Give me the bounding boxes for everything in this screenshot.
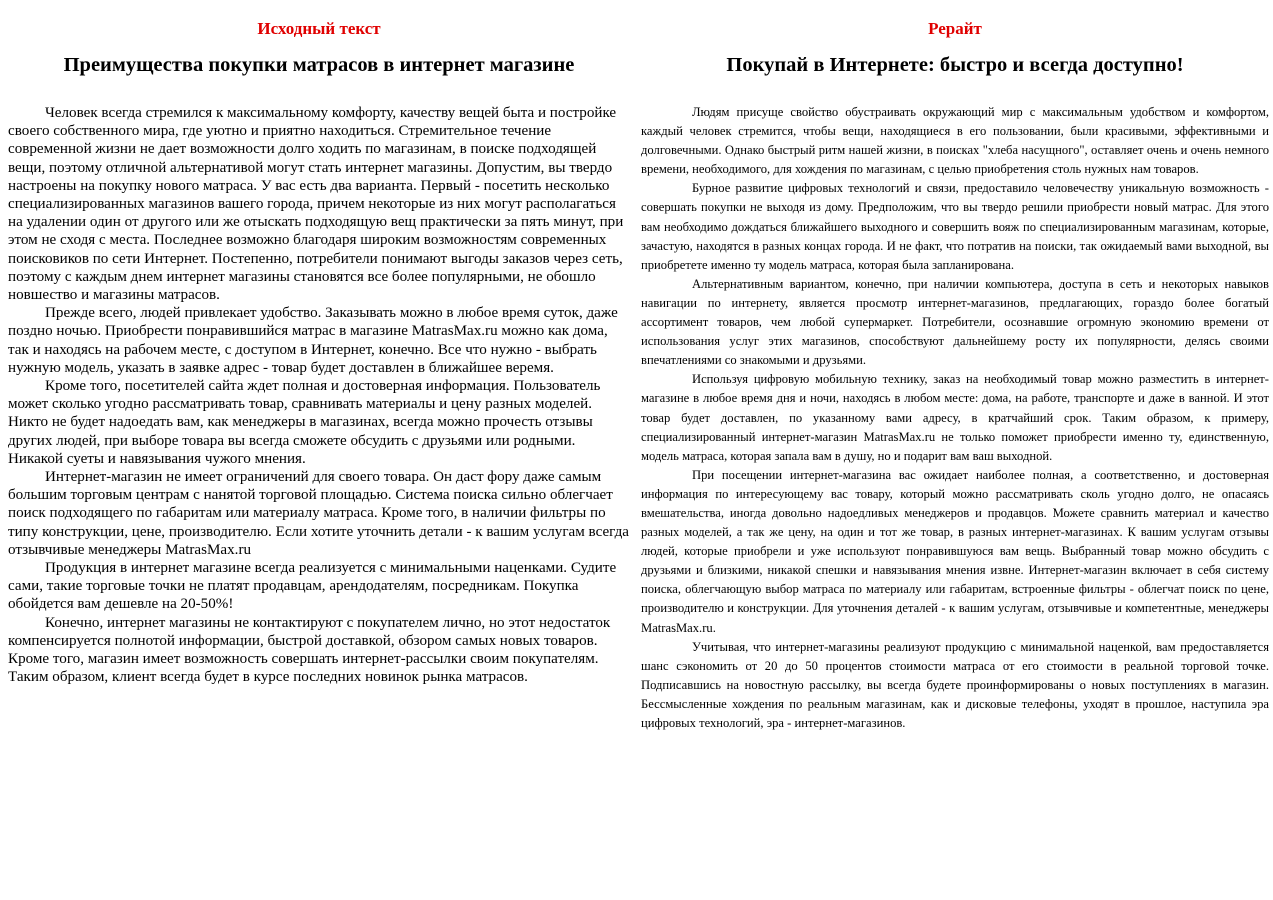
original-body [8,104,630,687]
rewrite-title: Покупай в Интернете: быстро и всегда доступно! [726,54,1184,76]
rewrite-paragraph-1: Людям присуще свойство обустраивать окружающий мир с максимальным удобством и комфортом, каждый человек стремится, чтобы вещи, находящиеся в его пользовании, были красивыми, эффективными и долговечными. Однако быстрый ритм нашей жизни, в поисках "хлеба насущного", оставляет очень и очень немного времени, необходимого, для хождения по магазинам, с целью приобретения столь нужных нам товаров. [641,105,1269,177]
rewrite-body [641,103,1269,733]
original-text-label: Исходный текст [257,19,381,38]
rewrite-paragraph-2: Бурное развитие цифровых технологий и связи, предоставило человечеству уникальную возможность - совершать покупки не выходя из дому. Предположим, что вы твердо решили приобрести новый матрас. Для этого вам необходимо дождаться ближайшего выходного и совершить вояж по специализированным магазинам, которые, зачастую, находятся в разных концах города. И не факт, что потратив на поиски, так ожидаемый вами выходной, вы приобретете именно ту модель матраса, которая была запланирована. [641,181,1269,272]
original-title: Преимущества покупки матрасов в интернет магазине [63,54,575,76]
original-paragraph-3: Кроме того, посетителей сайта ждет полная и достоверная информация. Пользователь может сколько угодно рассматривать товар, сравнивать материалы и цену разных моделей. Никто не будет надоедать вам, как менеджеры в магазинах, всегда можно прочесть отзывы других людей, при выборе товара вы всегда сможете обсудить с друзьями или родными. Никакой суеты и навязывания чужого мнения. [8,378,601,467]
rewrite-paragraph-5: При посещении интернет-магазина вас ожидает наиболее полная, а соответственно, и достоверная информация по интересующему вас товару, который можно рассматривать сколь угодно долго, не опасаясь вмешательства, иногда довольно надоедливых менеджеров и продавцов. Можете сравнить материал и качество разных моделей, а так же цену, на один и тот же товар, в разных интернет-магазинах. К вашим услугам отзывы людей, которые приобрели и уже используют понравившуюся вам вещь. Выбранный товар можно обсудить с друзьями и близкими, никакой спешки и навязывания мнения извне. Интернет-магазин включает в себя систему поиска, облегчающую выбор матраса по материалу или габаритам, встроенные фильтры - облегчат поиск по цене, производителю и конструкции. Для уточнения деталей - к вашим услугам, отзывчивые и компетентные, менеджеры MatrasMax.ru. [641,467,1269,635]
original-paragraph-1: Человек всегда стремился к максимальному комфорту, качеству вещей быта и постройке своего собственного мира, где уютно и приятно находиться. Стремительное течение современной жизни не дает возможности долго ходить по магазинам, в поиске подходящей вещи, поэтому отличной альтернативой могут стать интернет магазины. Допустим, вы твердо настроены на покупку нового матраса. У вас есть два варианта. Первый - посетить несколько специализированных магазинов вашего города, причем некоторые из них могут располагаться на удалении один от другого или же отыскать подходящую вещ практически за пять минут, при этом не сходя с места. Последнее возможно благодаря широким возможностям современных поисковиков по сети Интернет. Постепенно, потребители понимают выгоды заказов через сеть, поэтому с каждым днем интернет магазины становятся все более популярными, не обошло новшество и магазины матрасов. [8,105,624,304]
rewrite-label: Рерайт [928,19,982,38]
rewrite-paragraph-6: Учитывая, что интернет-магазины реализуют продукцию с минимальной наценкой, вам предоставляется шанс сэкономить от 20 до 50 процентов стоимости матраса от его стоимости в реальной торговой точке. Подписавшись на новостную рассылку, вы всегда будете проинформированы о новых поступлениях в магазин. Бессмысленные хождения по реальным магазинам, как и дисковые телефоны, уходят в прошлое, наступила эра цифровых технологий, эра - интернет-магазинов. [641,639,1269,730]
original-paragraph-5: Продукция в интернет магазине всегда реализуется с минимальными наценками. Судите сами, такие торговые точки не платят продавцам, арендодателям, посредникам. Покупка обойдется вам дешевле на 20-50%! [8,560,617,613]
original-paragraph-2: Прежде всего, людей привлекает удобство. Заказывать можно в любое время суток, даже поздно ночью. Приобрести понравившийся матрас в магазине MatrasMax.ru можно как дома, так и находясь на рабочем месте, с доступом в Интернет, конечно. Все что нужно - выбрать нужную модель, указать в заявке адрес - товар будет доставлен в ближайшее веремя. [8,305,618,376]
original-paragraph-6: Конечно, интернет магазины не контактируют с покупателем лично, но этот недостаток компенсируется полнотой информации, быстрой доставкой, обзором самых новых товаров. Кроме того, магазин имеет возможность совершать интернет-рассылки своим покупателям. Таким образом, клиент всегда будет в курсе последних новинок рынка матрасов. [8,614,611,686]
rewrite-paragraph-3: Альтернативным вариантом, конечно, при наличии компьютера, доступа в сеть и некоторых навыков навигации по интернету, является просмотр интернет-магазинов, предлагающих, гораздо более богатый ассортимент товаров, чем любой супермаркет. Потребители, осознавшие огромную экономию времени от использования услуг этих магазинов, способствуют дальнейшему росту их популярности, делясь своими впечатлениями со знакомыми и друзьями. [641,276,1269,368]
rewrite-paragraph-4: Используя цифровую мобильную технику, заказ на необходимый товар можно разместить в интернет-магазине в любое время дня и ночи, находясь в любом месте: дома, на работе, транспорте и даже в ванной. И этот товар будет доставлен, по указанному вами адресу, в кратчайший срок. Таким образом, к примеру, специализированный интернет-магазин MatrasMax.ru не только поможет приобрести именно ту, единственную, модель матраса, которая запала вам в душу, но и подарит вам ваш выходной. [641,372,1269,463]
original-paragraph-4: Интернет-магазин не имеет ограничений для своего товара. Он даст фору даже самым большим торговым центрам с нанятой торговой площадью. Система поиска сильно облегчает поиск подходящего по габаритам или материалу матраса. Кроме того, в наличии фильтры по типу конструкции, цене, производителю. Если хотите уточнить детали - к вашим услугам всегда отзывчивые менеджеры MatrasMax.ru [8,469,629,558]
